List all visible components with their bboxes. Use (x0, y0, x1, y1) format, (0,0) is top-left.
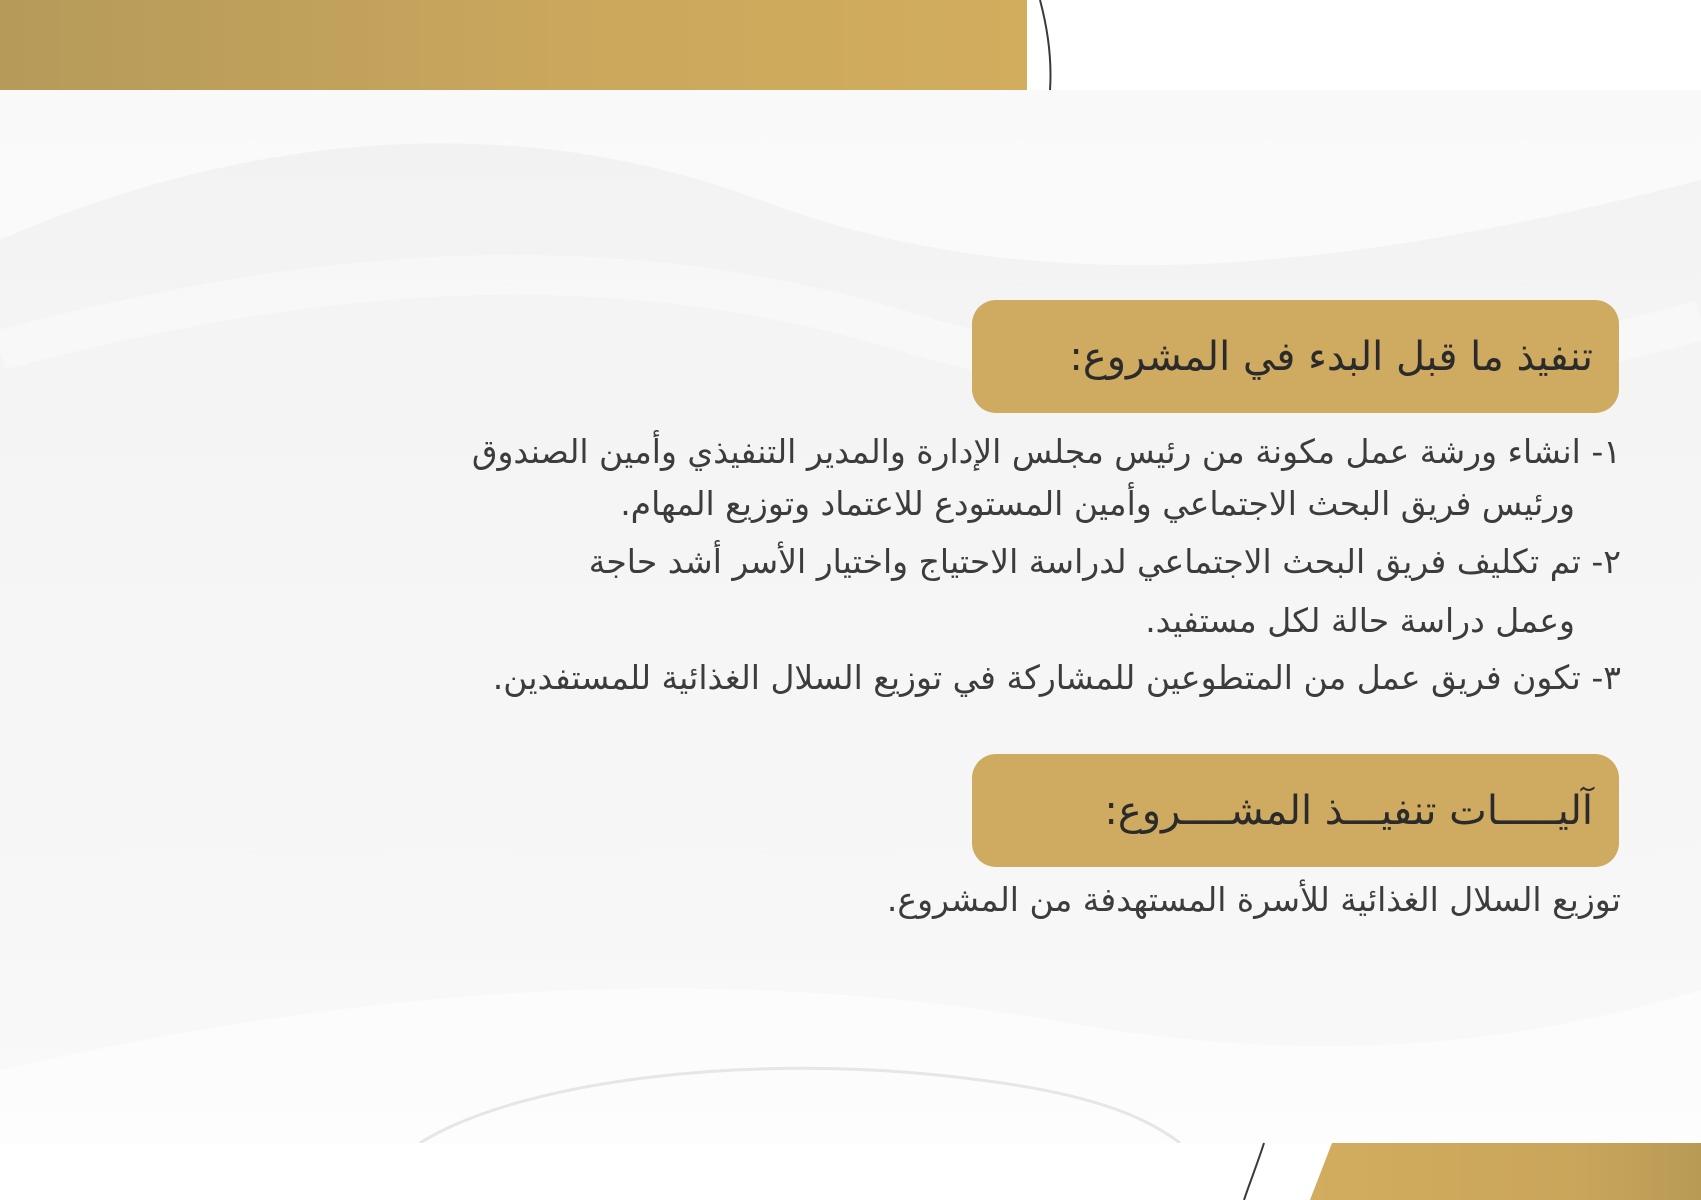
list-item-1-line-1: ١- انشاء ورشة عمل مكونة من رئيس مجلس الإدارة والمدير التنفيذي وأمين الصندوق (471, 432, 1621, 471)
list-item-1-line-2: ورئيس فريق البحث الاجتماعي وأمين المستودع للاعتماد وتوزيع المهام. (620, 484, 1575, 523)
top-gold-band (0, 0, 1027, 90)
section-heading-pre-implementation (972, 300, 1619, 413)
list-item-2-line-1: ٢- تم تكليف فريق البحث الاجتماعي لدراسة الاحتياج واختيار الأسر أشد حاجة (588, 542, 1621, 581)
list-item-3: ٣- تكون فريق عمل من المتطوعين للمشاركة في توزيع السلال الغذائية للمستفدين. (492, 658, 1621, 697)
bottom-gold-band (1310, 1143, 1701, 1200)
section-heading-text: آليـــــات تنفيـــذ المشــــروع: (1104, 787, 1593, 834)
section-heading-mechanisms (972, 754, 1619, 867)
mechanisms-body: توزيع السلال الغذائية للأسرة المستهدفة من المشروع. (886, 880, 1621, 919)
content-panel (0, 90, 1701, 1143)
list-item-2-line-2: وعمل دراسة حالة لكل مستفيد. (1145, 601, 1575, 640)
section-heading-text: تنفيذ ما قبل البدء في المشروع: (1069, 333, 1593, 380)
